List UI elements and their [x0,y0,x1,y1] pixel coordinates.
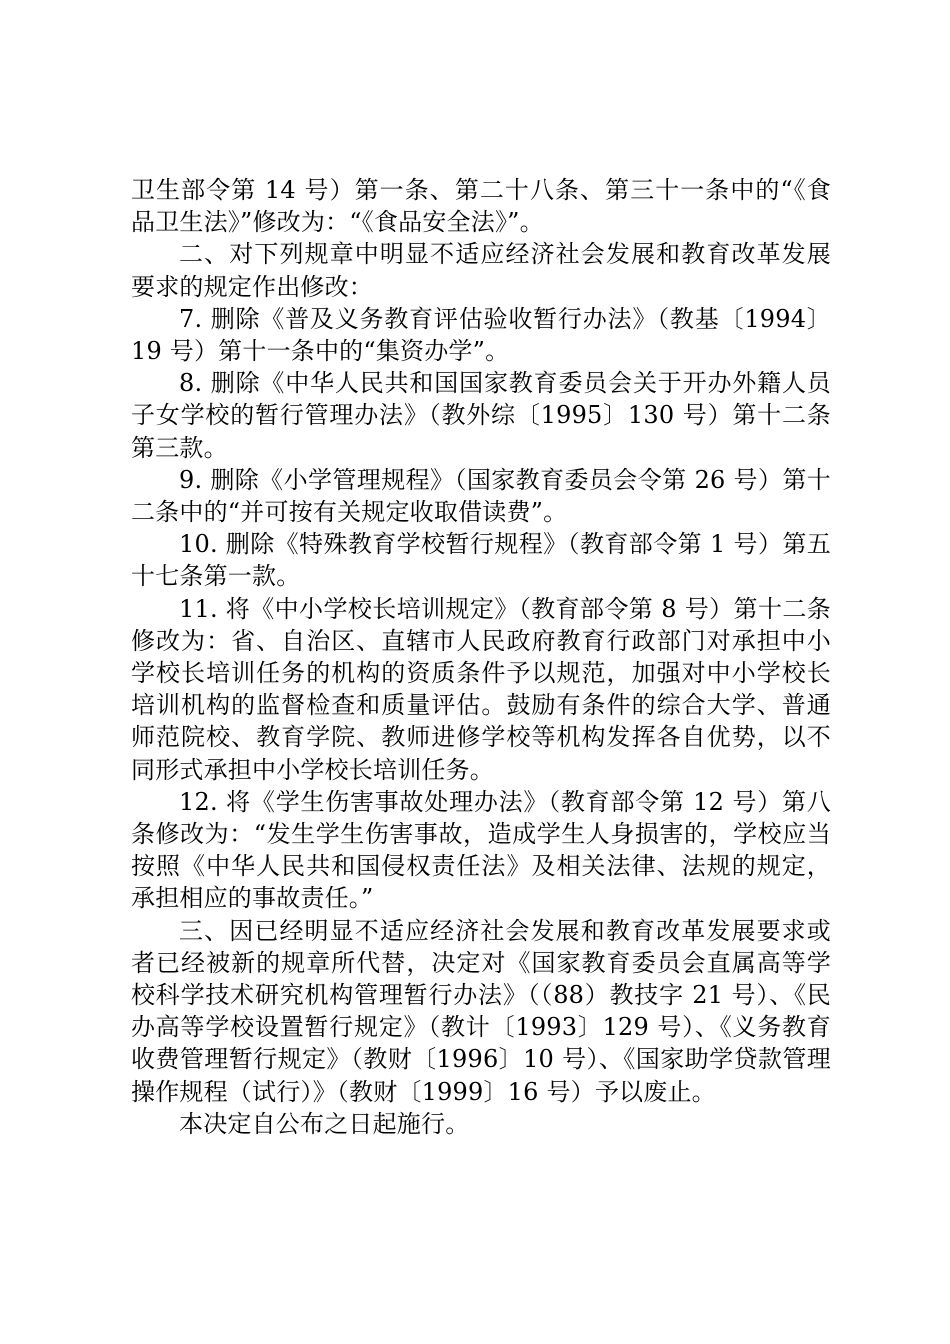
paragraph-item-11: 11. 将《中小学校长培训规定》（教育部令第 8 号）第十二条修改为：省、自治区、直辖市人民政府教育行政部门对承担中小学校长培训任务的机构的资质条件予以规范，加强对中小学校长培训机构的监督检查和质量评估。鼓励有条件的综合大学、普通师范院校、教育学院、教师进修学校等机构发挥各自优势，以不同形式承担中小学校长培训任务。 [131,594,831,784]
paragraph-item-9: 9. 删除《小学管理规程》（国家教育委员会令第 26 号）第十二条中的“并可按有关规定收取借读费”。 [131,465,831,527]
paragraph-item-10: 10. 删除《特殊教育学校暂行规程》（教育部令第 1 号）第五十七条第一款。 [131,530,831,591]
paragraph-section-two-heading: 二、对下列规章中明显不适应经济社会发展和教育改革发展要求的规定作出修改： [131,240,831,301]
paragraph-item-8: 8. 删除《中华人民共和国国家教育委员会关于开办外籍人员子女学校的暂行管理办法》（教外综〔1995〕130 号）第十二条第三款。 [131,369,831,462]
paragraph-item-7: 7. 删除《普及义务教育评估验收暂行办法》（教基〔1994〕19 号）第十一条中的“集资办学”。 [131,304,831,366]
paragraph-continuation: 卫生部令第 14 号）第一条、第二十八条、第三十一条中的“《食品卫生法》”修改为：“《食品安全法》”。 [131,176,831,237]
paragraph-effective-date: 本决定自公布之日起施行。 [179,1109,470,1138]
document-body [131,174,831,1140]
paragraph-section-three: 三、因已经明显不适应经济社会发展和教育改革发展要求或者已经被新的规章所代替，决定对《国家教育委员会直属高等学校科学技术研究机构管理暂行办法》（（88）教技字 21 号）、《民办高等学校设置暂行规定》（教计〔1993〕129 号）、《义务教育收费管理暂行规定》（教财〔1996〕10 号）、《国家助学贷款管理操作规程（试行）》（教财〔1999〕16 号）予以废止。 [131,916,831,1106]
paragraph-item-12: 12. 将《学生伤害事故处理办法》（教育部令第 12 号）第八条修改为：“发生学生伤害事故，造成学生人身损害的，学校应当按照《中华人民共和国侵权责任法》及相关法律、法规的规定，承担相应的事故责任。” [131,787,831,913]
